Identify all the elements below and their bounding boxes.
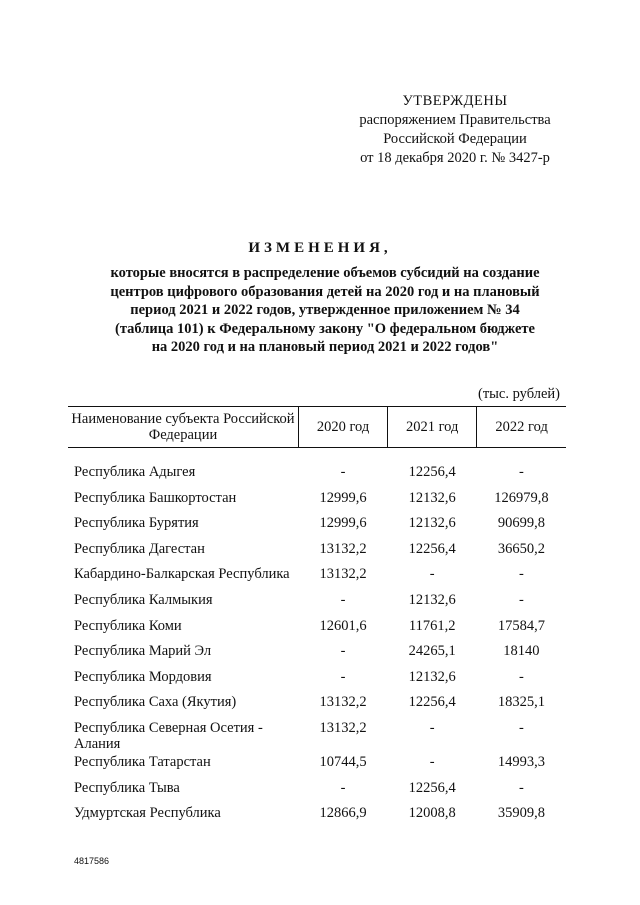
approval-line-2: распоряжением Правительства: [359, 112, 551, 128]
value-2021-cell: 12256,4: [408, 464, 456, 480]
table-row: [68, 539, 566, 565]
region-name-cell: Республика Северная Осетия - Алания: [74, 719, 263, 752]
value-2021-cell: 12256,4: [408, 694, 456, 711]
table-row: [68, 692, 566, 718]
value-2022-cell: -: [518, 779, 524, 796]
document-code: 4817586: [74, 856, 110, 866]
value-2020-cell: 12999,6: [319, 515, 367, 532]
region-name-cell: Республика Татарстан: [74, 753, 211, 770]
value-2020-cell: -: [340, 464, 346, 480]
table-row: [68, 667, 566, 693]
value-2022-cell: 126979,8: [494, 489, 549, 506]
approval-line-4: от 18 декабря 2020 г. № 3427-р: [360, 150, 550, 166]
header-2022: 2022 год: [477, 407, 566, 448]
value-2021-cell: 12132,6: [408, 515, 456, 532]
value-2021-cell: 11761,2: [408, 617, 456, 634]
value-2021-cell: 12256,4: [408, 540, 456, 557]
value-2022-cell: 14993,3: [497, 753, 545, 770]
table-row: [68, 641, 566, 667]
value-2022-cell: 18325,1: [497, 694, 545, 711]
region-name-cell: Республика Саха (Якутия): [74, 694, 237, 711]
value-2021-cell: -: [429, 753, 435, 770]
region-name-cell: Республика Мордовия: [74, 668, 212, 685]
region-name-cell: Республика Дагестан: [74, 540, 205, 557]
value-2021-cell: 12256,4: [408, 779, 456, 796]
value-2021-cell: 12132,6: [408, 668, 456, 685]
value-2021-cell: 24265,1: [408, 643, 456, 660]
table-row: [68, 488, 566, 514]
region-name-cell: Республика Бурятия: [74, 515, 199, 532]
subtitle-line-1: которые вносятся в распределение объемов субсидий на создание: [110, 265, 540, 281]
approval-block: [340, 92, 570, 168]
region-name-cell: Республика Адыгея: [74, 464, 196, 480]
value-2022-cell: -: [518, 566, 524, 583]
subtitle-line-2: центров цифрового образования детей на 2020 год и на плановый: [110, 283, 540, 300]
value-2022-cell: -: [518, 464, 524, 480]
table-body: [68, 448, 566, 829]
value-2022-cell: -: [518, 591, 524, 608]
table-spacer: [68, 448, 566, 463]
table-row: [68, 590, 566, 616]
value-2021-cell: 12132,6: [408, 489, 456, 506]
region-name-cell: Удмуртская Республика: [74, 805, 221, 822]
value-2021-cell: 12132,6: [408, 591, 456, 608]
value-2021-cell: 12008,8: [408, 805, 456, 822]
region-name-cell: Республика Коми: [74, 617, 182, 634]
value-2020-cell: 13132,2: [319, 540, 367, 557]
value-2022-cell: 17584,7: [497, 617, 545, 634]
region-name-cell: Республика Тыва: [74, 779, 180, 796]
value-2022-cell: -: [518, 668, 524, 685]
table-row: [68, 803, 566, 829]
value-2020-cell: -: [340, 591, 346, 608]
value-2020-cell: 12999,6: [319, 489, 367, 506]
value-2020-cell: -: [340, 643, 346, 660]
region-name-cell: Республика Калмыкия: [74, 591, 213, 608]
value-2022-cell: 90699,8: [497, 515, 545, 532]
header-region-name: Наименование субъекта Российской Федерации: [68, 407, 298, 448]
approval-heading: УТВЕРЖДЕНЫ: [402, 93, 508, 109]
value-2020-cell: -: [340, 779, 346, 796]
subsidy-table-container: [68, 406, 566, 829]
value-2022-cell: 18140: [503, 643, 540, 660]
header-2020: 2020 год: [298, 407, 387, 448]
approval-line-3: Российской Федерации: [383, 131, 527, 147]
value-2020-cell: 12601,6: [319, 617, 367, 634]
value-2020-cell: 13132,2: [319, 719, 367, 736]
region-name-cell: Республика Марий Эл: [74, 643, 212, 660]
value-2020-cell: 13132,2: [319, 694, 367, 711]
table-row: [68, 462, 566, 488]
units-label: (тыс. рублей): [478, 386, 560, 402]
table-row: [68, 513, 566, 539]
value-2020-cell: 12866,9: [319, 805, 367, 822]
value-2022-cell: 35909,8: [497, 805, 545, 822]
document-title: ИЗМЕНЕНИЯ,: [248, 240, 392, 256]
region-name-cell: Республика Башкортостан: [74, 489, 237, 506]
document-subtitle: [80, 264, 570, 357]
table-row: [68, 718, 566, 752]
table-header-row: [68, 407, 566, 448]
value-2022-cell: -: [518, 719, 524, 736]
value-2021-cell: -: [429, 566, 435, 583]
table-row: [68, 752, 566, 778]
value-2020-cell: 13132,2: [319, 566, 367, 583]
value-2022-cell: 36650,2: [497, 540, 545, 557]
region-name-cell: Кабардино-Балкарская Республика: [74, 566, 290, 583]
header-2021: 2021 год: [388, 407, 477, 448]
subtitle-line-5: на 2020 год и на плановый период 2021 и 2022 годов": [151, 339, 499, 355]
table-row: [68, 778, 566, 804]
value-2020-cell: -: [340, 668, 346, 685]
subsidy-table: [68, 406, 566, 829]
value-2021-cell: -: [429, 719, 435, 736]
table-row: [68, 616, 566, 642]
subtitle-line-3: период 2021 и 2022 годов, утвержденное приложением № 34: [130, 302, 520, 318]
value-2020-cell: 10744,5: [319, 753, 367, 770]
table-row: [68, 564, 566, 590]
subtitle-line-4: (таблица 101) к Федеральному закону "О федеральном бюджете: [115, 320, 535, 337]
